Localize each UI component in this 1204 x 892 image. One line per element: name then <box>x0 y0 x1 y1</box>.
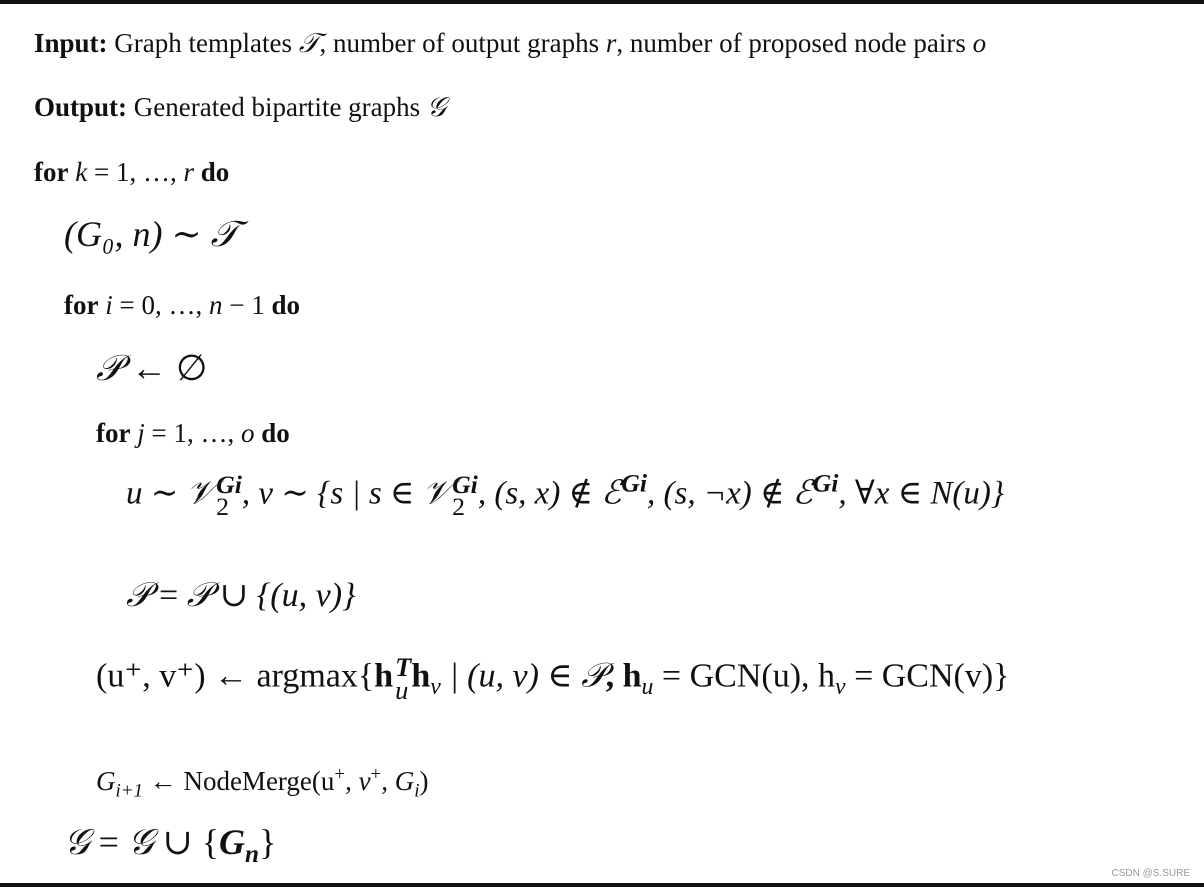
watermark: CSDN @S.SURE <box>1111 868 1190 879</box>
math-expr: , v <box>345 766 371 796</box>
input-label: Input: <box>34 28 108 58</box>
output-line <box>34 94 446 121</box>
for-keyword: for <box>34 157 69 187</box>
pair-set-symbol: 𝒫 <box>186 575 212 615</box>
var-r: r <box>605 28 617 58</box>
math-expr: u ∼ <box>126 475 187 512</box>
init-pairs-line <box>96 350 207 387</box>
vertex-set-symbol: 𝒱 <box>422 472 451 512</box>
template-set-symbol: 𝒯 <box>298 28 320 59</box>
argmax-line <box>96 654 1010 703</box>
math-expr: (G₀, n) ∼ <box>64 214 211 254</box>
superscript: + <box>334 764 346 785</box>
subscript: n <box>245 841 260 869</box>
math-expr: | (u, v) ∈ <box>440 657 582 695</box>
edge-set-symbol: ℰ <box>601 472 622 512</box>
subscript: 2 <box>452 491 465 521</box>
var-j: j <box>137 418 145 448</box>
math-expr: } <box>259 822 277 862</box>
superscript: Gi <box>216 470 242 499</box>
for-keyword: for <box>64 290 99 320</box>
pair-set-symbol: 𝒫 <box>126 575 151 615</box>
output-text: Generated bipartite graphs <box>133 92 421 122</box>
loop-range: = 0, …, <box>112 290 209 320</box>
graph-set-symbol: 𝒢 <box>127 822 154 863</box>
subscript: v <box>430 674 441 701</box>
math-expr: G <box>96 766 116 796</box>
superscript: Gi <box>621 468 647 498</box>
var-r: r <box>183 157 194 187</box>
output-label: Output: <box>34 92 128 122</box>
superscript: Gi <box>452 470 478 499</box>
math-expr: , v ∼ {s | s ∈ <box>241 475 423 512</box>
edge-set-symbol: ℰ <box>792 472 813 512</box>
math-expr: = GCN(v)} <box>845 657 1010 695</box>
math-expr: ) <box>419 766 429 796</box>
bottom-rule <box>0 883 1204 887</box>
loop-k-line <box>34 159 229 186</box>
graph-set-symbol: 𝒢 <box>426 92 447 123</box>
math-expr: , (s, ¬x) ∉ <box>646 475 793 512</box>
for-keyword: for <box>96 418 131 448</box>
superscript: + <box>370 764 382 785</box>
math-expr: ← NodeMerge(u <box>142 766 335 796</box>
math-expr: , ∀x ∈ N(u)} <box>838 475 1005 512</box>
node-merge-line <box>96 764 429 802</box>
pair-set-symbol: 𝒫 <box>96 348 122 389</box>
var-n: n <box>208 290 223 320</box>
superscript: Gi <box>812 468 839 498</box>
superscript: T <box>395 652 412 682</box>
input-text: , number of output graphs <box>319 28 600 58</box>
math-expr: = <box>150 577 187 614</box>
loop-j-line <box>96 420 290 447</box>
math-expr: , G <box>381 766 415 796</box>
var-i: i <box>105 290 113 320</box>
subscript: u <box>395 674 409 705</box>
pair-set-symbol: 𝒫 <box>581 655 606 696</box>
graph-set-symbol: 𝒢 <box>64 822 90 863</box>
vertex-set-symbol: 𝒱 <box>186 472 215 512</box>
math-expr: = GCN(u), h <box>653 657 836 695</box>
do-keyword: do <box>271 290 300 320</box>
var-o: o <box>240 418 255 448</box>
add-pair-line <box>126 575 356 615</box>
math-expr: ∪ { <box>153 822 220 862</box>
do-keyword: do <box>261 418 290 448</box>
math-expr: , h <box>605 657 642 695</box>
final-union-line <box>64 822 277 869</box>
subscript: i+1 <box>115 780 143 802</box>
subscript: i <box>414 780 420 802</box>
subscript: 2 <box>216 491 230 521</box>
math-expr: G <box>219 822 246 862</box>
math-expr: (u⁺, v⁺) ← argmax{ <box>96 657 375 695</box>
top-rule <box>0 0 1204 4</box>
template-set-symbol: 𝒯 <box>210 214 239 255</box>
var-o: o <box>972 28 987 58</box>
var-k: k <box>75 157 88 187</box>
input-text: , number of proposed node pairs <box>616 28 966 58</box>
math-expr: = <box>89 822 128 862</box>
math-expr: ← ∅ <box>121 348 208 388</box>
do-keyword: do <box>200 157 230 187</box>
loop-i-line <box>64 292 300 319</box>
subscript: u <box>641 674 654 701</box>
loop-range: = 1, …, <box>144 418 241 448</box>
input-line <box>34 30 986 57</box>
subscript: v <box>835 674 846 701</box>
sample-template-line <box>64 216 238 253</box>
math-expr: , (s, x) ∉ <box>477 475 602 512</box>
loop-range: = 1, …, <box>87 157 184 187</box>
math-expr: ∪ {(u, v)} <box>211 577 356 614</box>
loop-range: − 1 <box>222 290 272 320</box>
sample-pair-line <box>126 468 1005 521</box>
math-expr: h <box>411 657 431 695</box>
input-text: Graph templates <box>114 28 292 58</box>
math-expr: h <box>374 657 394 695</box>
